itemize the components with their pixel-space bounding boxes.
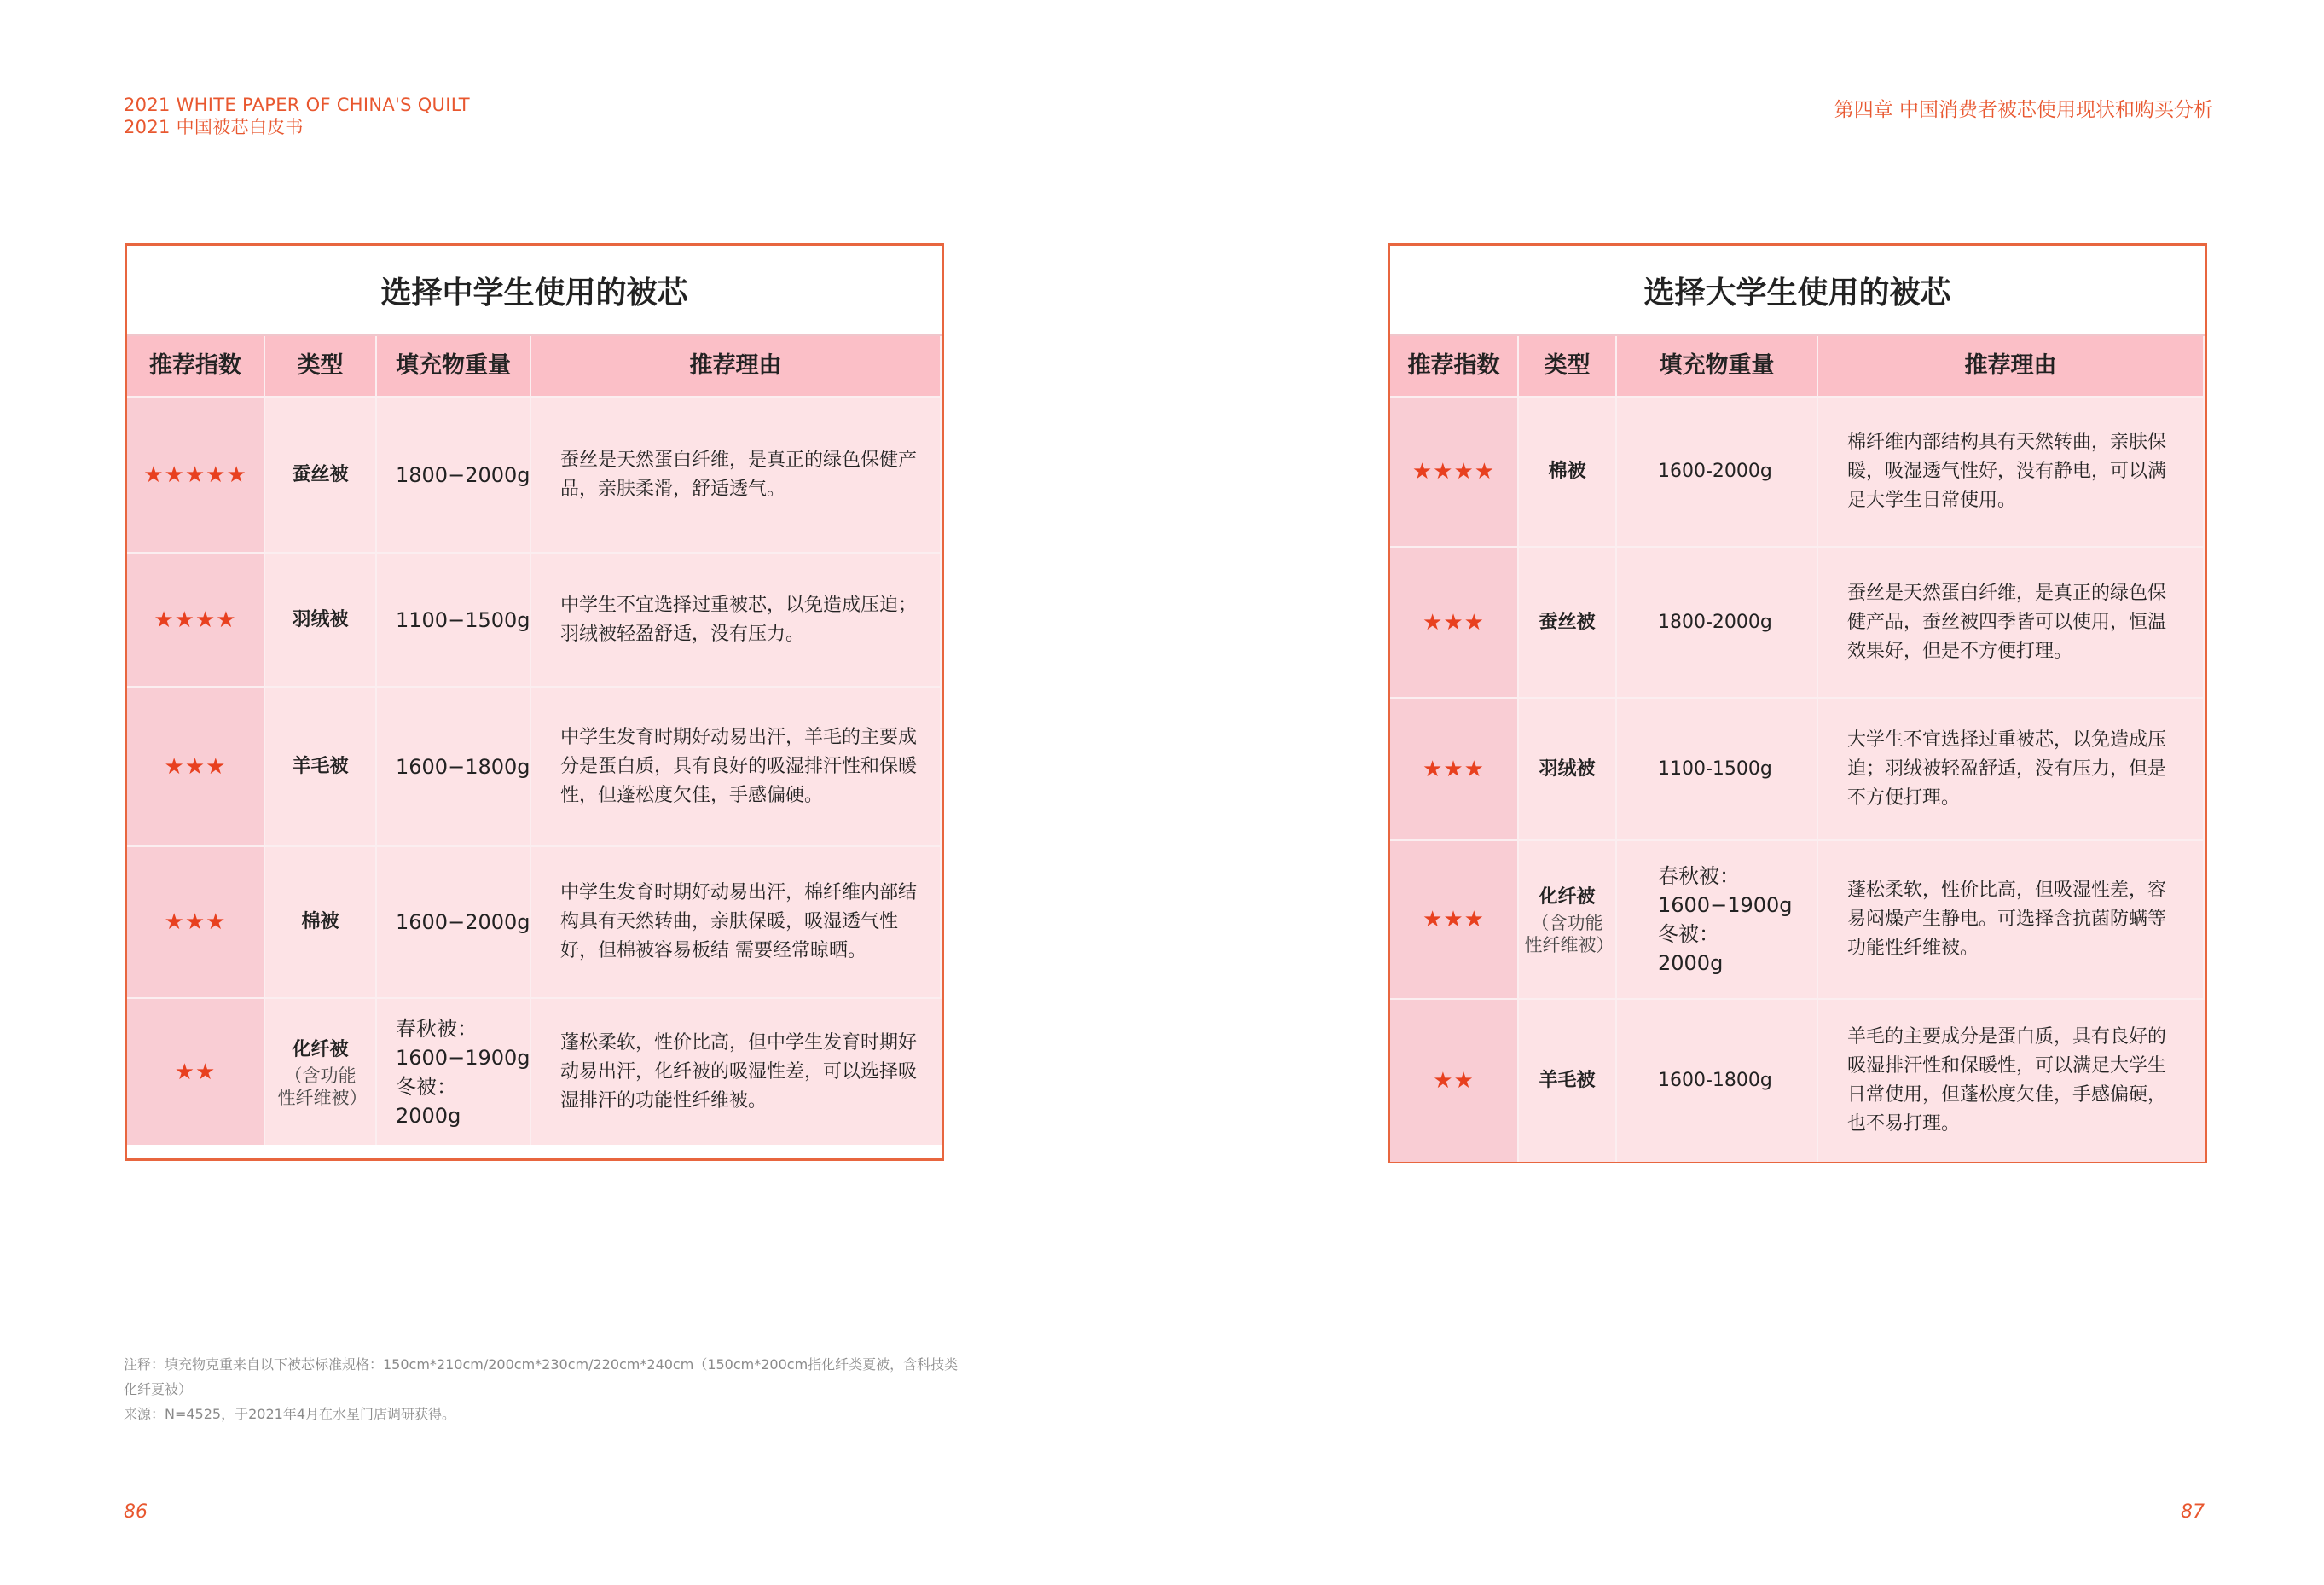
publication-title — [124, 94, 470, 138]
quilt-type-name: 羽绒被 — [292, 608, 349, 630]
recommendation-reason: 蚕丝是天然蛋白纤维，是真正的绿色保健产品，蚕丝被四季皆可以使用，恒温效果好，但是不方便打理。 — [1818, 548, 2205, 699]
star-rating: ★★★★ — [1390, 398, 1519, 548]
fill-weight: 1800−2000g — [377, 398, 531, 554]
quilt-type — [265, 688, 377, 847]
quilt-type — [265, 999, 377, 1145]
star-rating: ★★★ — [1390, 841, 1519, 1000]
recommendation-reason: 羊毛的主要成分是蛋白质，具有良好的吸湿排汗性和保暖性，可以满足大学生日常使用，但蓬松度欠佳，手感偏硬，也不易打理。 — [1818, 1000, 2205, 1162]
table-title: 选择大学生使用的被芯 — [1390, 246, 2205, 336]
publication-title-cn: 2021 中国被芯白皮书 — [124, 117, 304, 137]
fill-weight-text: 春秋被：1600−1900g 冬被：2000g — [1658, 864, 1793, 975]
fill-weight: 1800-2000g — [1617, 548, 1818, 699]
fill-weight: 1600−2000g — [377, 847, 531, 999]
page-number-right: 87 — [2181, 1501, 2205, 1523]
fill-weight: 1100−1500g — [377, 554, 531, 688]
page-number-left: 86 — [124, 1501, 148, 1523]
quilt-type-name: 羊毛被 — [1539, 1070, 1596, 1091]
publication-title-en: 2021 WHITE PAPER OF CHINA'S QUILT — [124, 95, 470, 115]
table-title: 选择中学生使用的被芯 — [127, 246, 942, 336]
column-header-rating: 推荐指数 — [1390, 336, 1519, 398]
footnote-spec: 注释：填充物克重来自以下被芯标准规格：150cm*210cm/200cm*230cm/220cm*240cm（150cm*200cm指化纤类夏被，含科技类化纤夏被） — [124, 1356, 959, 1397]
star-rating: ★★★ — [1390, 699, 1519, 841]
fill-weight: 1100-1500g — [1617, 699, 1818, 841]
quilt-type — [265, 554, 377, 688]
star-rating: ★★ — [127, 999, 265, 1145]
fill-weight — [377, 999, 531, 1145]
recommendation-reason: 大学生不宜选择过重被芯，以免造成压迫；羽绒被轻盈舒适，没有压力，但是不方便打理。 — [1818, 699, 2205, 841]
quilt-type — [1519, 398, 1617, 548]
chapter-title: 第四章 中国消费者被芯使用现状和购买分析 — [1834, 99, 2213, 121]
recommendation-reason: 棉纤维内部结构具有天然转曲，亲肤保暖，吸湿透气性好，没有静电，可以满足大学生日常使用。 — [1818, 398, 2205, 548]
recommendation-reason: 蚕丝是天然蛋白纤维，是真正的绿色保健产品，亲肤柔滑，舒适透气。 — [531, 398, 942, 554]
quilt-type — [1519, 841, 1617, 1000]
footnote-source: 来源：N=4525，于2021年4月在水星门店调研获得。 — [124, 1406, 455, 1422]
recommendation-reason: 中学生发育时期好动易出汗，棉纤维内部结构具有天然转曲，亲肤保暖，吸湿透气性好，但棉被容易板结 需要经常晾晒。 — [531, 847, 942, 999]
quilt-type — [265, 398, 377, 554]
star-rating: ★★★★ — [127, 554, 265, 688]
column-header-rating: 推荐指数 — [127, 336, 265, 398]
star-rating: ★★ — [1390, 1000, 1519, 1162]
column-header-type: 类型 — [1519, 336, 1617, 398]
quilt-type — [265, 847, 377, 999]
recommendation-reason: 蓬松柔软，性价比高，但中学生发育时期好动易出汗，化纤被的吸湿性差，可以选择吸湿排汗的功能性纤维被。 — [531, 999, 942, 1145]
fill-weight: 1600-1800g — [1617, 1000, 1818, 1162]
recommendation-reason: 中学生发育时期好动易出汗，羊毛的主要成分是蛋白质，具有良好的吸湿排汗性和保暖性，但蓬松度欠佳，手感偏硬。 — [531, 688, 942, 847]
middle-school-quilt-table — [125, 243, 944, 1161]
quilt-type-name: 化纤被 — [292, 1038, 349, 1060]
fill-weight: 1600−1800g — [377, 688, 531, 847]
quilt-type — [1519, 548, 1617, 699]
footnotes — [124, 1352, 968, 1426]
column-header-weight: 填充物重量 — [1617, 336, 1818, 398]
quilt-type-name: 棉被 — [301, 911, 339, 932]
star-rating: ★★★ — [1390, 548, 1519, 699]
recommendation-reason: 蓬松柔软，性价比高，但吸湿性差，容易闷燥产生静电。可选择含抗菌防螨等功能性纤维被。 — [1818, 841, 2205, 1000]
quilt-type-name: 蚕丝被 — [1539, 611, 1596, 633]
quilt-type — [1519, 699, 1617, 841]
fill-weight-text: 春秋被：1600−1900g 冬被：2000g — [396, 1016, 530, 1128]
quilt-type-name: 棉被 — [1548, 461, 1586, 482]
quilt-type-name: 羊毛被 — [292, 755, 349, 777]
quilt-type-name: 化纤被 — [1539, 886, 1596, 908]
quilt-type-note: （含功能性纤维被） — [277, 1065, 368, 1108]
quilt-type-note: （含功能性纤维被） — [1524, 913, 1614, 955]
column-header-reason: 推荐理由 — [1818, 336, 2205, 398]
fill-weight: 1600-2000g — [1617, 398, 1818, 548]
star-rating: ★★★★★ — [127, 398, 265, 554]
star-rating: ★★★ — [127, 688, 265, 847]
recommendation-reason: 中学生不宜选择过重被芯，以免造成压迫；羽绒被轻盈舒适，没有压力。 — [531, 554, 942, 688]
quilt-type — [1519, 1000, 1617, 1162]
quilt-type-name: 羽绒被 — [1539, 758, 1596, 780]
college-quilt-table — [1388, 243, 2207, 1163]
quilt-type-name: 蚕丝被 — [292, 463, 349, 485]
column-header-type: 类型 — [265, 336, 377, 398]
star-rating: ★★★ — [127, 847, 265, 999]
fill-weight — [1617, 841, 1818, 1000]
column-header-weight: 填充物重量 — [377, 336, 531, 398]
column-header-reason: 推荐理由 — [531, 336, 942, 398]
